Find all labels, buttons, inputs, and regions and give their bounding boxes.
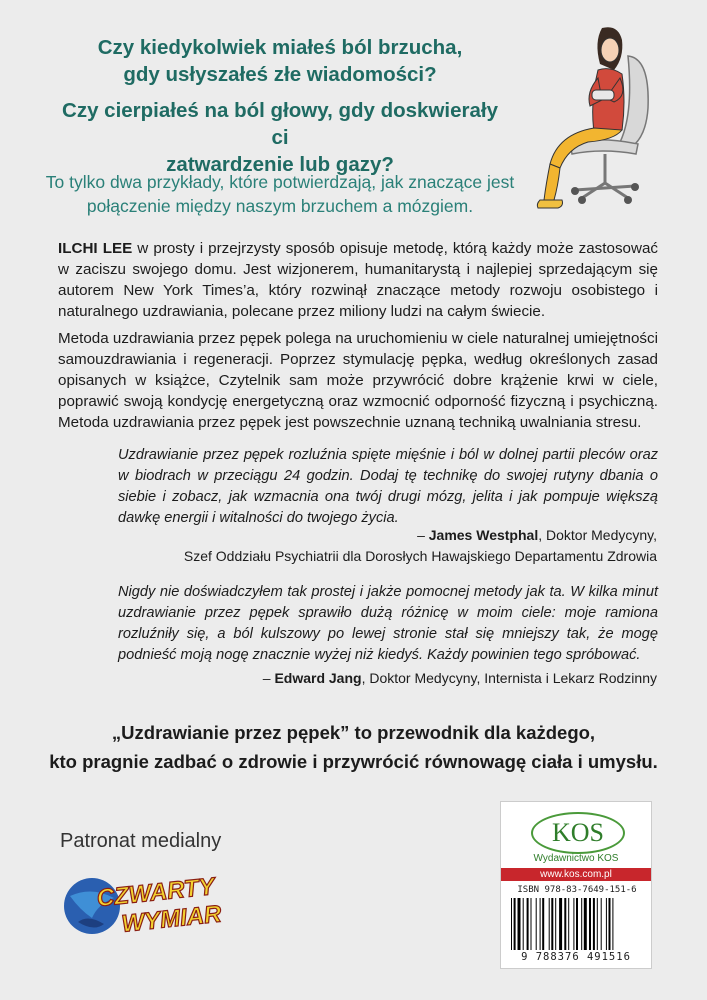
question-2-line-1: Czy cierpiałeś na ból głowy, gdy doskwierały ci bbox=[62, 99, 498, 149]
closing-statement bbox=[0, 718, 707, 776]
intro-paragraph bbox=[58, 238, 658, 322]
author-name: ILCHI LEE bbox=[58, 240, 133, 257]
barcode-bar bbox=[536, 898, 537, 950]
quote-1-role-line-2: Szef Oddziału Psychiatrii dla Dorosłych Hawajskiego Departamentu Zdrowia bbox=[183, 548, 657, 564]
subtitle-line-2: połączenie między naszym brzuchem a mózgiem. bbox=[86, 196, 474, 216]
barcode-bar bbox=[514, 898, 516, 950]
question-2-line-2: zatwardzenie lub gazy? bbox=[166, 153, 394, 176]
barcode-bar bbox=[564, 898, 566, 950]
barcode-bar bbox=[523, 898, 524, 950]
barcode-bar bbox=[612, 898, 613, 950]
closing-line-1: „Uzdrawianie przez pępek” to przewodnik dla każdego, bbox=[111, 722, 596, 743]
quote-2-text: Nigdy nie doświadczyłem tak prostej i jakże pomocnej metody jak ta. W kilka minut uzdrawianie przez pępek sprawiło dużą różnicę w moim ciele: moje ramiona rozluźniły się, a ból kulszowy po lewej stronie stał się mniejszy tak, że mogę podnieść moją nogę znacznie wyżej niż kiedyś. Każdy powinien tego spróbować. bbox=[118, 584, 658, 663]
subtitle bbox=[40, 170, 520, 218]
quote-1-dash: – bbox=[417, 527, 429, 543]
method-paragraph: Metoda uzdrawiania przez pępek polega na uruchomieniu w ciele naturalnej umiejętności samouzdrawiania i regeneracji. Poprzez stymulację pępka, według określonych zasad opisanych w książce, Czytelnik sam może przywrócić dobre krążenie krwi w ciele, poprawić swoją kondycję energetyczną oraz wzmocnić odporność fizyczną i psychiczną. Metoda uzdrawiania przez pępek jest powszechnie uznaną techniką uwalniania stresu. bbox=[58, 330, 658, 431]
logo-word-bottom: WYMIAR bbox=[120, 900, 223, 938]
barcode-bar bbox=[597, 898, 598, 950]
quote-1-attribution bbox=[184, 525, 657, 567]
question-1-line-2: gdy usłyszałeś złe wiadomości? bbox=[123, 63, 437, 86]
barcode-bar bbox=[606, 898, 607, 950]
quote-1-role: , Doktor Medycyny, bbox=[538, 527, 657, 543]
question-1-line-1: Czy kiedykolwiek miałeś ból brzucha, bbox=[97, 36, 463, 59]
intro-text: w prosty i przejrzysty sposób opisuje metodę, którą każdy może zastosować w zaciszu swojego domu. Jest wizjonerem, humanitarystą i najlepiej sprzedającym się autorem New York Times’a, który rozwinął znaczące metody rozwoju osobistego i naturalnego uzdrawiania, polecane przez miliony ludzi na całym świecie. bbox=[58, 240, 658, 320]
barcode-bar bbox=[593, 898, 595, 950]
barcode-bar bbox=[559, 898, 562, 950]
barcode-digits: 9 788376 491516 bbox=[521, 951, 631, 963]
barcode-bar bbox=[589, 898, 591, 950]
publisher-url: www.kos.com.pl bbox=[501, 868, 651, 881]
barcode-bar bbox=[511, 898, 512, 950]
barcode-bar bbox=[555, 898, 556, 950]
quote-2-author: Edward Jang bbox=[274, 670, 362, 686]
quote-2-dash: – bbox=[262, 670, 275, 686]
barcode bbox=[507, 898, 645, 954]
barcode-bar bbox=[549, 898, 550, 950]
barcode-bar bbox=[540, 898, 541, 950]
quote-1-text: Uzdrawianie przez pępek rozluźnia spięte mięśnie i ból w dolnej partii pleców oraz w biodrach w przeciągu 24 godzin. Dodaj tę technikę do swojej rutyny dbania o siebie i zobacz, jak wzmacnia ona twój drugi mózg, jelita i jak pompuje większą dawkę energii i witalności do twojego życia. bbox=[118, 447, 658, 526]
publisher-box bbox=[500, 801, 652, 969]
publisher-name: Wydawnictwo KOS bbox=[533, 853, 619, 864]
barcode-bar bbox=[581, 898, 582, 950]
barcode-bar bbox=[527, 898, 529, 950]
woman-in-chair-illustration bbox=[510, 18, 680, 218]
barcode-bar bbox=[584, 898, 587, 950]
barcode-bar bbox=[551, 898, 553, 950]
barcode-bar bbox=[576, 898, 578, 950]
quote-2-role: , Doktor Medycyny, Internista i Lekarz Rodzinny bbox=[361, 670, 657, 686]
barcode-bar bbox=[518, 898, 521, 950]
quote-1-author: James Westphal bbox=[428, 527, 539, 543]
logo-word-top: CZWARTY bbox=[95, 873, 216, 913]
question-1 bbox=[60, 34, 500, 88]
subtitle-line-1: To tylko dwa przykłady, które potwierdzają, jak znaczące jest bbox=[45, 172, 515, 192]
kos-logo: KOS bbox=[531, 812, 625, 854]
isbn-number: ISBN 978-83-7649-151-6 bbox=[517, 885, 637, 895]
czwarty-wymiar-logo bbox=[58, 866, 233, 946]
barcode-bar bbox=[573, 898, 574, 950]
barcode-bar bbox=[609, 898, 611, 950]
question-2 bbox=[60, 97, 500, 178]
barcode-bar bbox=[542, 898, 544, 950]
barcode-bar bbox=[531, 898, 532, 950]
barcode-bar bbox=[601, 898, 602, 950]
barcode-bar bbox=[568, 898, 569, 950]
patronage-label: Patronat medialny bbox=[60, 830, 222, 852]
closing-line-2: kto pragnie zadbać o zdrowie i przywrócić równowagę ciała i umysłu. bbox=[49, 751, 658, 772]
quote-2-attribution bbox=[263, 668, 657, 689]
